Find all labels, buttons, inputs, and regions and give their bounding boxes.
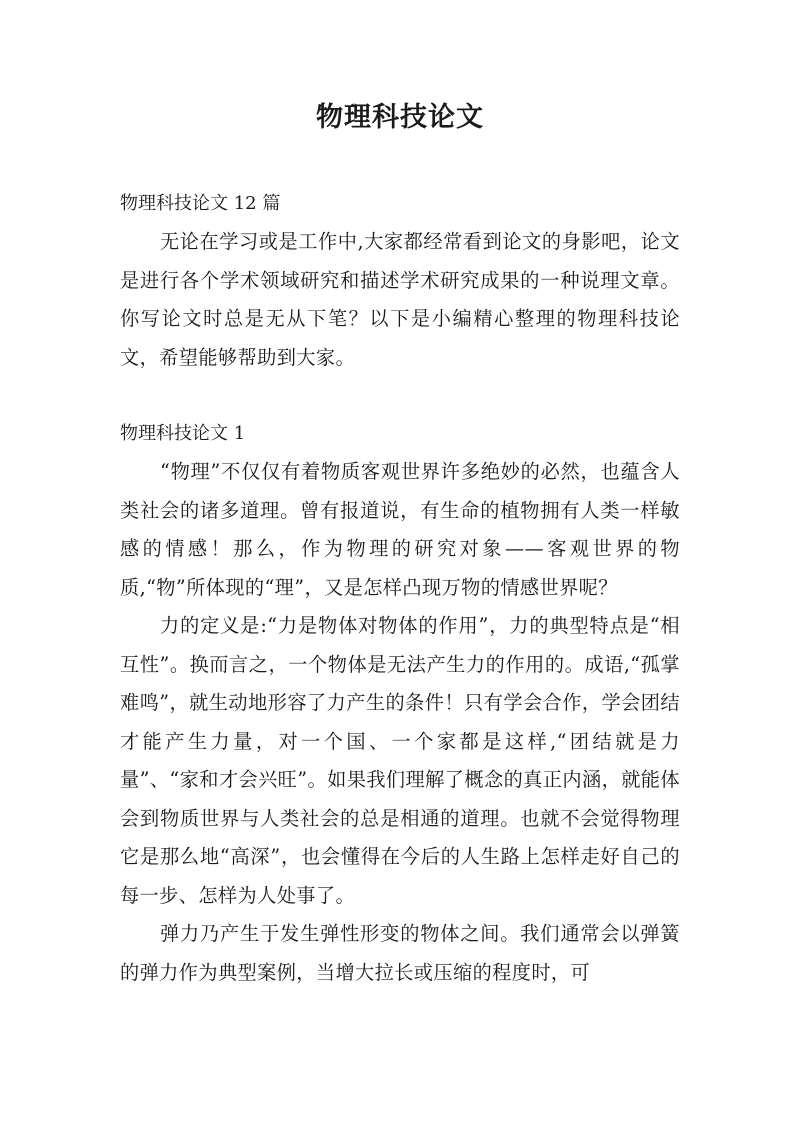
body-paragraph: 力的定义是:“力是物体对物体的作用”，力的典型特点是“相互性”。换而言之，一个物体是无法产生力的作用的。成语,“孤掌难鸣”，就生动地形容了力产生的条件！只有学会合作，学会团结才能产生力量，对一个国、一个家都是这样,“团结就是力量”、“家和才会兴旺”。如果我们理解了概念的真正内涵，就能体会到物质世界与人类社会的总是相通的道理。也就不会觉得物理它是那么地“高深”，也会懂得在今后的人生路上怎样走好自己的每一步、怎样为人处事了。 (120, 614, 680, 907)
body-paragraph: 弹力乃产生于发生弹性形变的物体之间。我们通常会以弹簧的弹力作为典型案例，当增大拉长或压缩的程度时，可 (120, 922, 680, 984)
section-spacer (120, 377, 680, 415)
section-heading: 物理科技论文 1 (120, 423, 246, 444)
body-paragraph: “物理”不仅仅有着物质客观世界许多绝妙的必然，也蕴含人类社会的诸多道理。曾有报道说，有生命的植物拥有人类一样敏感的情感！那么，作为物理的研究对象——客观世界的物质,“物”所体现的“理”，又是怎样凸现万物的情感世界呢？ (120, 460, 680, 599)
document-title: 物理科技论文 (316, 102, 484, 133)
intro-heading: 物理科技论文 12 篇 (120, 193, 281, 214)
intro-paragraph: 无论在学习或是工作中,大家都经常看到论文的身影吧，论文是进行各个学术领域研究和描述学术研究成果的一种说理文章。你写论文时总是无从下笔？以下是小编精心整理的物理科技论文，希望能够帮助到大家。 (120, 230, 680, 369)
document-body (120, 185, 680, 992)
